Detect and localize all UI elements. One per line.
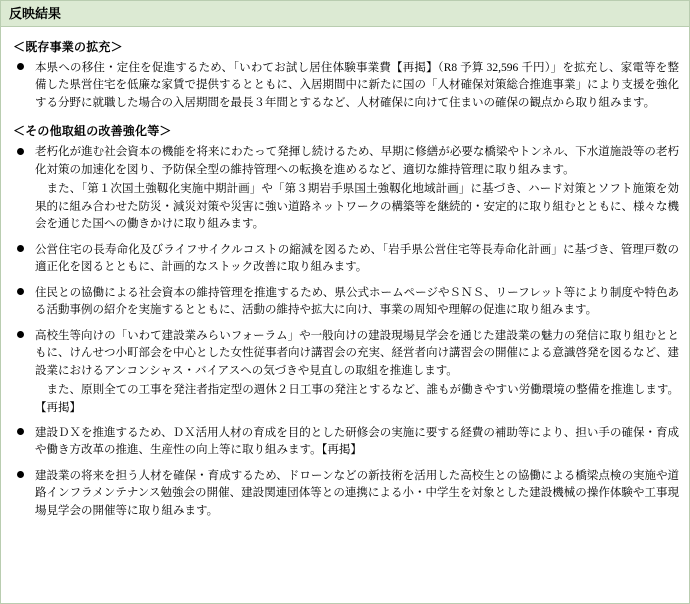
bullet-dot-icon xyxy=(17,288,24,295)
bullet-list xyxy=(11,60,679,112)
list-item-text: 建設ＤＸを推進するため、ＤＸ活用人材の育成を目的とした研修会の実施に要する経費の補助等により、担い手の確保・育成や働き方改革の推進、生産性の向上等に取り組みます。【再掲】 xyxy=(35,426,679,457)
bullet-list xyxy=(11,144,679,520)
section-heading: ＜既存事業の拡充＞ xyxy=(13,40,123,54)
bullet-dot-icon xyxy=(17,245,24,252)
bullet-dot-icon xyxy=(17,471,24,478)
list-item-subtext: また、原則全ての工事を発注者指定型の週休２日工事の発注とするなど、誰もが働きやすい労働環境の整備を推進します。【再掲】 xyxy=(35,384,679,414)
list-item xyxy=(11,285,679,320)
bullet-dot-icon xyxy=(17,63,24,70)
list-item-text: 本県への移住・定住を促進するため、「いわてお試し居住体験事業費【再掲】（R8 予算 32,596 千円）」を拡充し、家電等を整備した県営住宅を低廉な家賃で提供するとともに、入居期間中に新たに国の「人材確保対策総合推進事業」により支援を強化する分野に就職した場合の入居期間を最長３年間とするなど、人材確保に向けて住まいの確保の観点から取り組みます。 xyxy=(35,62,679,109)
section-existing-expansion xyxy=(11,38,679,112)
list-item xyxy=(11,468,679,520)
bullet-dot-icon xyxy=(17,331,24,338)
bullet-dot-icon xyxy=(17,148,24,155)
list-item xyxy=(11,328,679,417)
document-body xyxy=(1,27,689,520)
list-item xyxy=(11,144,679,233)
list-item-text: 建設業の将来を担う人材を確保・育成するため、ドローンなどの新技術を活用した高校生との協働による橋梁点検の実施や道路インフラメンテナンス勉強会の開催、建設関連団体等との連携による小・中学生を対象とした建設機械の操作体験や工事現場見学会の開催等に取り組みます。 xyxy=(35,469,679,517)
list-item xyxy=(11,242,679,277)
list-item xyxy=(11,60,679,112)
section-heading: ＜その他取組の改善強化等＞ xyxy=(13,124,172,139)
list-item-text: 公営住宅の長寿命化及びライフサイクルコストの縮減を図るため、「岩手県公営住宅等長寿命化計画」に基づき、管理戸数の適正化を図るとともに、計画的なストック改善に取り組みます。 xyxy=(35,243,679,274)
page-title: 反映結果 xyxy=(1,1,689,27)
list-item-text: 高校生等向けの「いわて建設業みらいフォーラム」や一般向けの建設現場見学会を通じた建設業の魅力の発信に取り組むとともに、けんせつ小町部会を中心とした女性従事者向け講習会の充実、経営者向け講習会の開催による意識啓発を図るなど、建設業におけるアンコンシャス・バイアスへの気づきや見直しの取組を推進します。 xyxy=(35,329,679,377)
list-item-text: 老朽化が進む社会資本の機能を将来にわたって発揮し続けるため、早期に修繕が必要な橋梁やトンネル、下水道施設等の老朽化対策の加速化を図り、予防保全型の維持管理への転換を進めるなど、適切な維持管理に取り組みます。 xyxy=(35,146,679,176)
section-other-improvements xyxy=(11,122,679,520)
list-item-text: 住民との協働による社会資本の維持管理を推進するため、県公式ホームページやＳＮＳ、リーフレット等により制度や特色ある活動事例の紹介を実施するとともに、活動の維持や拡大に向け、事業の周知や理解の促進に取り組みます。 xyxy=(35,286,679,317)
list-item-subtext: また、「第１次国土強靱化実施中期計画」や「第３期岩手県国土強靱化地域計画」に基づき、ハード対策とソフト施策を効果的に組み合わせた防災・減災対策や災害に強い道路ネットワークの構築等を継続的・安定的に取り組むとともに、様々な機会を通じた国への働きかけに取り組みます。 xyxy=(35,183,679,231)
list-item xyxy=(11,425,679,460)
bullet-dot-icon xyxy=(17,428,24,435)
